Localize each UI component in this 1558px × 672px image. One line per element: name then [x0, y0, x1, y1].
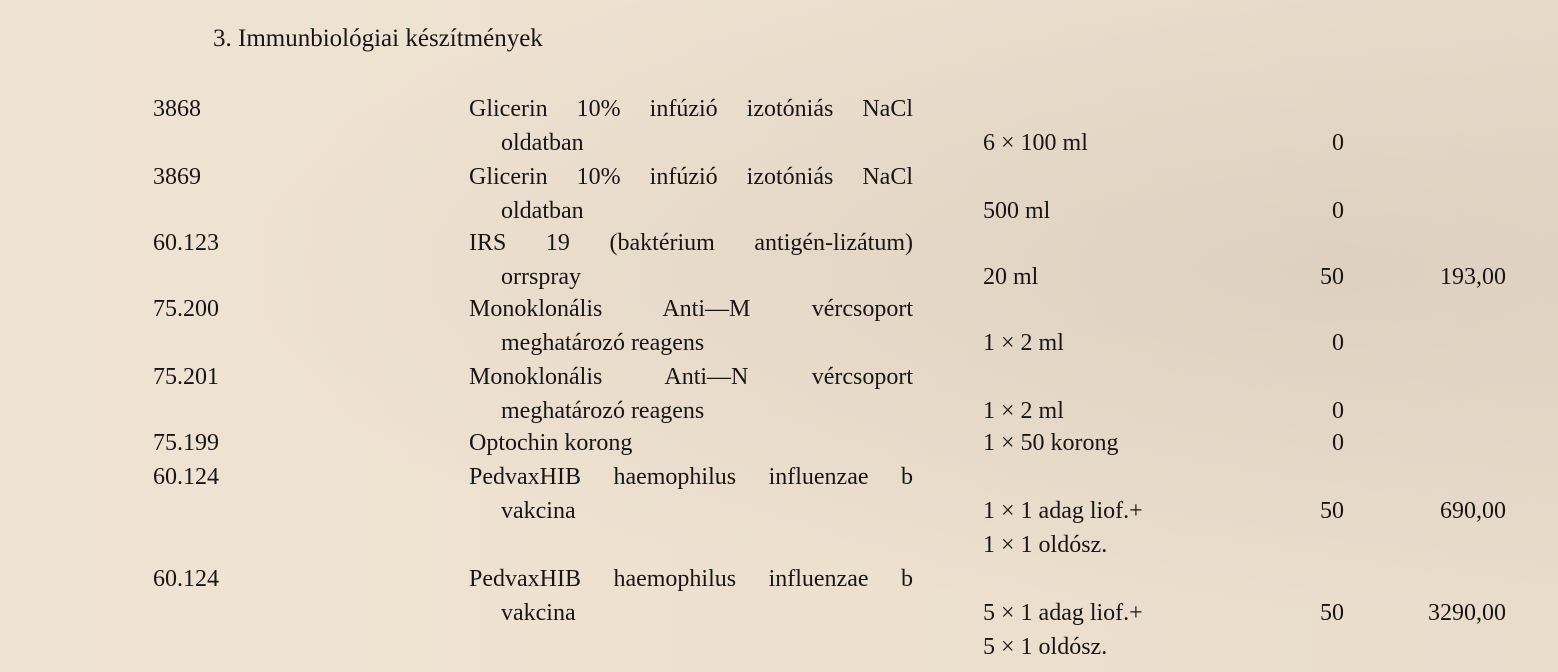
support-percent: 50 — [1320, 498, 1344, 524]
package-size — [983, 194, 1050, 228]
product-name-line2: oldatban — [501, 130, 584, 156]
price: 193,00 — [1440, 264, 1506, 290]
product-name-line2: oldatban — [501, 198, 584, 224]
product-name-line2: vakcina — [501, 498, 576, 524]
support-percent: 50 — [1320, 600, 1344, 626]
support-percent: 0 — [1332, 330, 1344, 356]
product-name — [469, 562, 913, 630]
package-size — [983, 426, 1119, 460]
product-code: 75.200 — [153, 296, 219, 322]
package-size — [983, 260, 1038, 294]
support-percent: 0 — [1332, 430, 1344, 456]
product-code: 3868 — [153, 96, 201, 122]
package-size-line1: 1 × 2 ml — [983, 330, 1064, 356]
product-name-line2: meghatározó reagens — [501, 398, 705, 424]
package-size-line2: 5 × 1 oldósz. — [983, 634, 1108, 660]
product-code: 3869 — [153, 164, 201, 190]
support-percent: 0 — [1332, 198, 1344, 224]
product-code: 60.124 — [153, 464, 219, 490]
package-size — [983, 596, 1143, 664]
support-percent: 50 — [1320, 264, 1344, 290]
product-name — [469, 226, 913, 294]
product-name — [469, 460, 913, 528]
product-name-line1: Monoklonális Anti—N vércsoport — [469, 364, 913, 390]
package-size-line2: 1 × 1 oldósz. — [983, 532, 1108, 558]
product-name — [469, 360, 913, 428]
product-code: 75.201 — [153, 364, 219, 390]
package-size — [983, 326, 1064, 360]
package-size-line1: 1 × 1 adag liof.+ — [983, 498, 1143, 524]
package-size-line1: 1 × 50 korong — [983, 430, 1119, 456]
price: 3290,00 — [1428, 600, 1506, 626]
section-title: 3. Immunbiológiai készítmények — [213, 25, 543, 52]
package-size-line1: 500 ml — [983, 198, 1051, 224]
product-code: 75.199 — [153, 430, 219, 456]
support-percent: 0 — [1332, 130, 1344, 156]
product-name-line1: IRS 19 (baktérium antigén-lizátum) — [469, 230, 913, 256]
product-name-line1: Glicerin 10% infúzió izotóniás NaCl — [469, 96, 913, 122]
price: 690,00 — [1440, 498, 1506, 524]
product-code: 60.123 — [153, 230, 219, 256]
package-size-line1: 5 × 1 adag liof.+ — [983, 600, 1143, 626]
product-name — [469, 160, 913, 228]
product-name-line2: meghatározó reagens — [501, 330, 705, 356]
package-size — [983, 494, 1143, 562]
product-name — [469, 292, 913, 360]
support-percent: 0 — [1332, 398, 1344, 424]
product-name-line1: Monoklonális Anti—M vércsoport — [469, 296, 913, 322]
product-name-line2: orrspray — [501, 264, 581, 290]
product-name-line1: PedvaxHIB haemophilus influenzae b — [469, 464, 913, 490]
product-name-line1: Optochin korong — [469, 430, 633, 456]
product-name-line2: vakcina — [501, 600, 576, 626]
product-name-line1: Glicerin 10% infúzió izotóniás NaCl — [469, 164, 913, 190]
product-code: 60.124 — [153, 566, 219, 592]
package-size-line1: 1 × 2 ml — [983, 398, 1064, 424]
package-size — [983, 394, 1064, 428]
product-name — [469, 426, 913, 460]
product-name-line1: PedvaxHIB haemophilus influenzae b — [469, 566, 913, 592]
package-size-line1: 6 × 100 ml — [983, 130, 1088, 156]
product-name — [469, 92, 913, 160]
package-size — [983, 126, 1088, 160]
package-size-line1: 20 ml — [983, 264, 1039, 290]
